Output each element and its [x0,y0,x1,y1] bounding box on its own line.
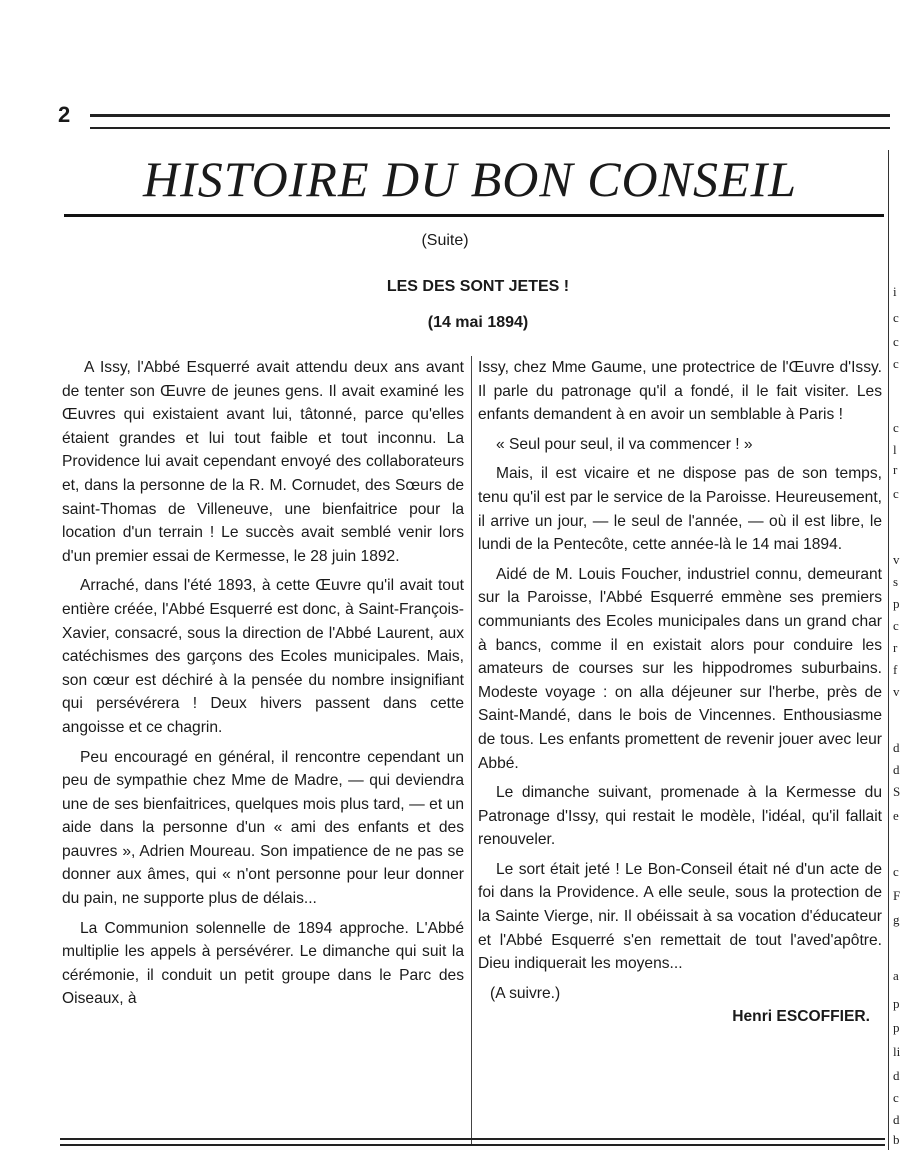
margin-letter: r [893,462,898,477]
article-column-left [62,356,464,1017]
margin-letter: F [893,888,901,903]
margin-letter: a [893,968,899,983]
margin-letter: d [893,1112,900,1127]
margin-letter: c [893,334,899,349]
margin-letter: g [893,912,900,927]
margin-letter: r [893,640,898,655]
right-column-rule [888,150,889,1150]
author-name: Henri ESCOFFIER. [732,1008,870,1026]
article-column-right [478,356,882,1029]
margin-letter: c [893,1090,899,1105]
margin-letter: c [893,310,899,325]
paragraph: Mais, il est vicaire et ne dispose pas de son temps, tenu qu'il est par le service de la Paroisse. Heureusement, il arrive un jour, — le seul de l'année, — où il est libre, le lundi de la Pentecôte, cette année-là le 14 mai 1894. [478,465,882,554]
paragraph: Le sort était jeté ! Le Bon-Conseil était né d'un acte de foi dans la Providence. A elle seule, sous la protection de la Sainte Vierge, nir. Il obéissait à sa vocation d'éducateur et l'Abbé Esquerré s'en remettait de tout l'aved'apôtre. Dieu indiquerait les moyens... [478,860,882,973]
margin-letter: d [893,740,900,755]
paragraph: La Communion solennelle de 1894 approche. L'Abbé multiplie les appels à persévérer. Le dimanche qui suit la cérémonie, il conduit un petit groupe dans le Parc des Oiseaux, à [62,919,464,1008]
margin-letter: c [893,486,899,501]
margin-letter: c [893,618,899,633]
chapter-date: (14 mai 1894) [427,314,529,331]
margin-letter: c [893,864,899,879]
margin-letter: s [893,574,899,589]
paragraph: Le dimanche suivant, promenade à la Kermesse du Patronage d'Issy, qui restait le modèle, l'idéal, qu'il fallait renouveler. [478,784,882,849]
to-be-continued: (A suivre.) [490,984,561,1002]
margin-letter: d [893,1068,900,1083]
paragraph: Aidé de M. Louis Foucher, industriel connu, demeurant sur la Paroisse, l'Abbé Esquerré emmène ses premiers communiants des Ecoles municipales dans un grand char à bancs, comme il en existait alors pour conduire les amateurs de courses sur les hippodromes suburbains. Modeste voyage : on alla déjeuner sur l'herbe, près de Saint-Mandé, dans le bois de Vincennes. Enthousiasme de tous. Les enfants promettent de revenir jouer avec leur Abbé. [478,565,882,772]
margin-letter: c [893,420,899,435]
paragraph: A Issy, l'Abbé Esquerré avait attendu deux ans avant de tenter son Œuvre de jeunes gens. Il avait examiné les Œuvres qui existaient avant lui, tâtonné, parce qu'elles étaient grandes et lui tout faible et tout inconnu. La Providence lui avait cependant envoyé des collaborateurs et, dans la personne de la R. M. Cornudet, des Sœurs de saint-Thomas de Villeneuve, une bienfaitrice pour la location d'un terrain ! Le succès avait semblé venir lors d'un premier essai de Kermesse, le 28 juin 1892. [62,359,464,565]
subtitle: (Suite) [421,232,469,249]
chapter-title: LES DES SONT JETES ! [386,278,570,295]
margin-letter: v [893,552,900,567]
margin-letter: p [893,596,900,611]
margin-letter: c [893,356,899,371]
title-rule [64,214,884,217]
page-number: 2 [58,102,71,127]
margin-letter: p [893,996,900,1011]
margin-letter: p [893,1020,900,1035]
header-rule [90,114,890,129]
margin-letter: e [893,808,899,823]
footer-rule [60,1138,885,1146]
margin-letter: d [893,762,900,777]
column-divider [471,356,472,1146]
margin-letter: f [893,662,898,677]
signature-line [478,1005,882,1029]
margin-letter: v [893,684,900,699]
adjacent-page-margin [893,0,902,1152]
paragraph: Peu encouragé en général, il rencontre cependant un peu de sympathie chez Mme de Madre, — qui deviendra une de ses bienfaitrices, quelques mois plus tard, — et un aide dans la personne d'un « ami des enfants et des pauvres », Adrien Moureau. Son impatience de ne pas se donner aux âmes, qui « n'ont personne pour leur donner du pain, ne supporte plus de délais... [62,748,464,908]
paragraph: Issy, chez Mme Gaume, une protectrice de l'Œuvre d'Issy. Il parle du patronage qu'il a fondé, il le fait visiter. Les enfants demandent à en avoir un semblable à Paris ! [478,359,882,424]
margin-letter: li [893,1044,901,1059]
margin-letter: l [893,442,897,457]
margin-letter: i [893,284,897,299]
margin-letter: b [893,1132,900,1147]
page-title: HISTOIRE DU BON CONSEIL [142,151,798,207]
paragraph: Arraché, dans l'été 1893, à cette Œuvre qu'il avait tout entière créée, l'Abbé Esquerré est donc, à Saint-François-Xavier, consacré, sous la direction de l'Abbé Laurent, aux catéchismes des garçons des Ecoles municipales. Mais, son cœur est déchiré à la pensée du nombre insignifiant qui persévérera ! Deux hivers passent dans cette angoisse et ce chagrin. [62,577,464,736]
paragraph: « Seul pour seul, il va commencer ! » [496,435,753,453]
margin-letter: S [893,784,901,799]
